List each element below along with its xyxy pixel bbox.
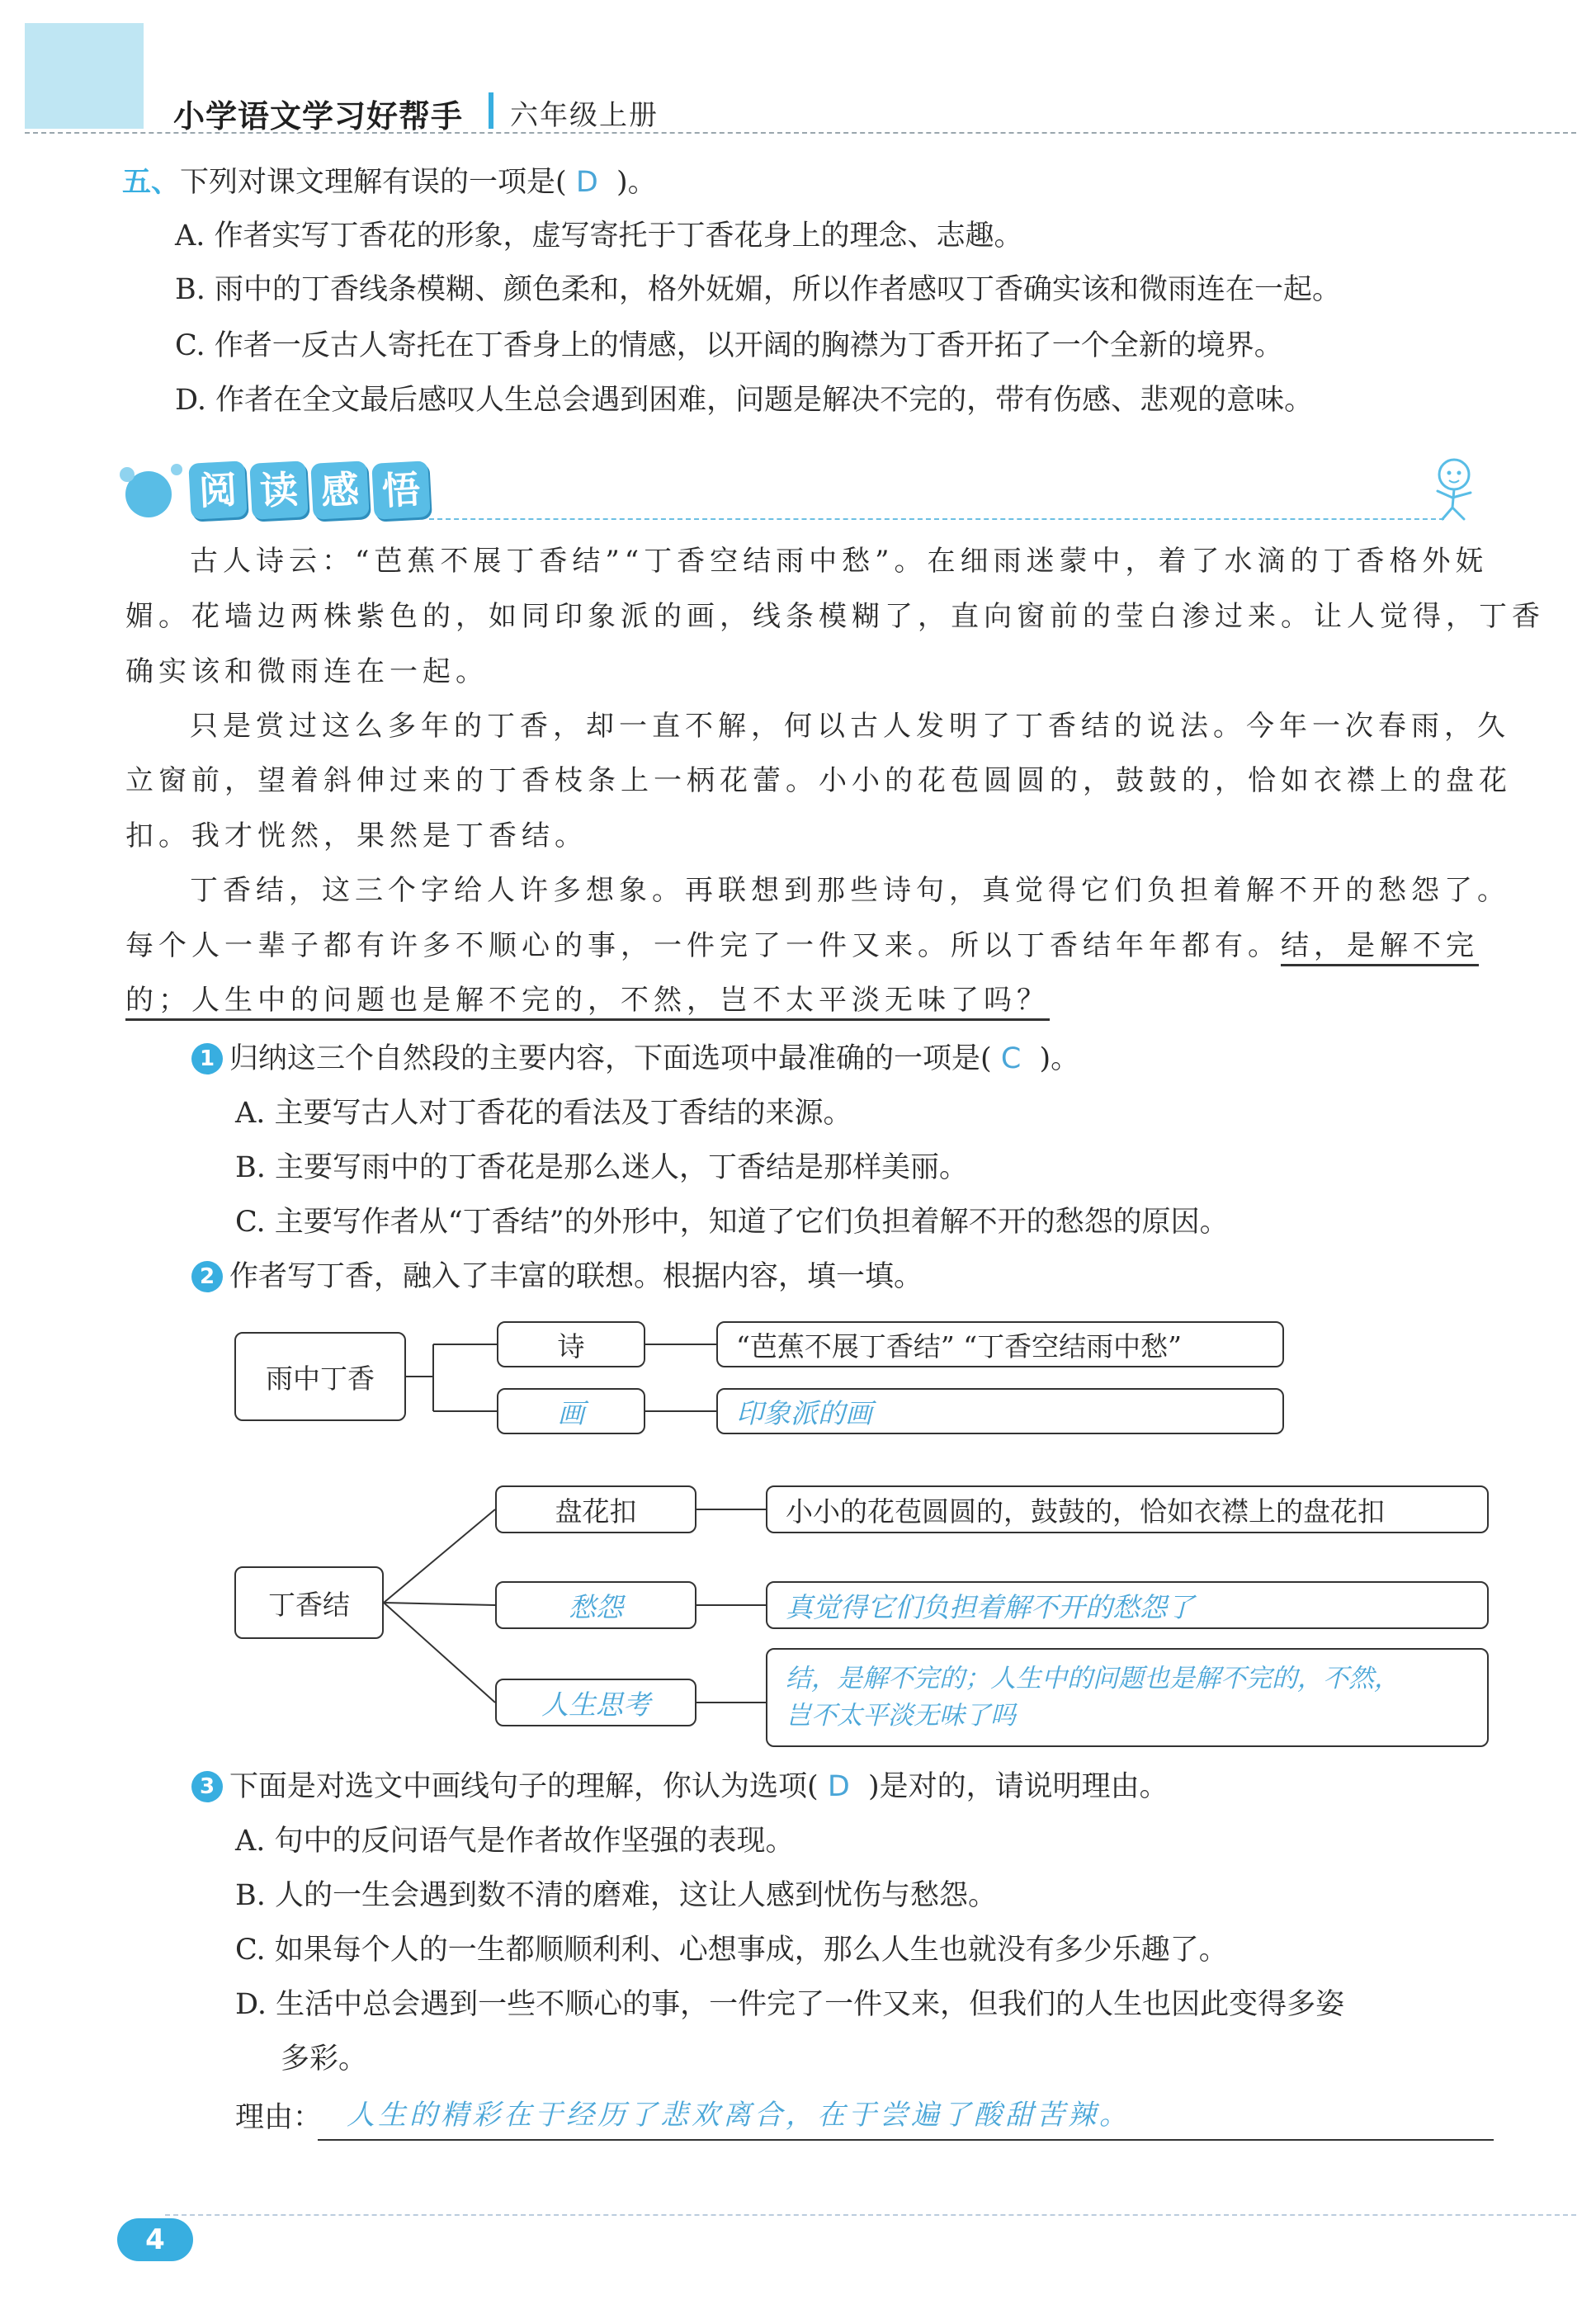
section-title-char: 阅 — [188, 460, 247, 519]
q5-option-c: C. 作者一反古人寄托在丁香身上的情感，以开阔的胸襟为丁香开拓了一个全新的境界。 — [175, 329, 1283, 362]
reason-answer-line — [318, 2139, 1494, 2141]
q3-option-d: D. 生活中总会遇到一些不顺心的事，一件完了一件又来，但我们的人生也因此变得多姿 — [235, 1988, 1345, 2021]
passage-line: 媚。花墙边两株紫色的，如同印象派的画，线条模糊了，直向窗前的莹白渗过来。让人觉得，丁香 — [125, 600, 1545, 633]
q1-option-c: C. 主要写作者从“丁香结”的外形中，知道了它们负担着解不开的愁怨的原因。 — [235, 1206, 1229, 1239]
underlined-sentence: 的；人生中的问题也是解不完的，不然，岂不太平淡无味了吗？ — [125, 984, 1050, 1021]
page-number: 4 — [117, 2218, 193, 2261]
diagram2-leaf-button: 小小的花苞圆圆的，鼓鼓的，恰如衣襟上的盘花扣 — [766, 1485, 1489, 1533]
q5-option-b: B. 雨中的丁香线条模糊、颜色柔和，格外妩媚，所以作者感叹丁香确实该和微雨连在一起。 — [175, 273, 1341, 306]
section-title-char: 感 — [310, 460, 369, 519]
diagram1-leaf-painting: 印象派的画 — [716, 1388, 1284, 1434]
section-title-char: 读 — [249, 460, 308, 519]
q3-number: 3 — [191, 1771, 223, 1802]
book-grade: 六年级上册 — [510, 99, 659, 132]
q3-stem: 3 下面是对选文中画线句子的理解，你认为选项( D )是对的，请说明理由。 — [191, 1769, 1169, 1804]
diagram2-branch-life: 人生思考 — [495, 1679, 696, 1726]
book-title: 小学语文学习好帮手 — [173, 98, 464, 135]
q2-number: 2 — [191, 1261, 223, 1292]
diagram1-branch-painting: 画 — [497, 1388, 645, 1434]
diagram2-branch-button: 盘花扣 — [495, 1485, 696, 1533]
q3-option-b: B. 人的一生会遇到数不清的磨难，这让人感到忧伤与愁怨。 — [235, 1879, 997, 1912]
passage-line: 丁香结，这三个字给人许多想象。再联想到那些诗句，真觉得它们负担着解不开的愁怨了。 — [190, 874, 1510, 907]
footer-dashed-line — [165, 2214, 1576, 2216]
diagram2-root: 丁香结 — [234, 1566, 384, 1639]
diagram1-leaf-poem: “芭蕉不展丁香结” “丁香空结雨中愁” — [716, 1321, 1284, 1367]
diagram2-branch-sorrow: 愁怨 — [495, 1581, 696, 1629]
q5-option-d: D. 作者在全文最后感叹人生总会遇到困难，问题是解决不完的，带有伤感、悲观的意味。 — [175, 384, 1314, 417]
passage-line: 只是赏过这么多年的丁香，却一直不解，何以古人发明了丁香结的说法。今年一次春雨，久 — [190, 710, 1510, 743]
q5-answer: D — [575, 166, 598, 199]
q3-answer: D — [827, 1770, 850, 1803]
section-title-char: 悟 — [371, 460, 430, 519]
underlined-sentence: 结，是解不完 — [1281, 929, 1479, 966]
diagram1-branch-poem: 诗 — [497, 1321, 645, 1367]
diagram2-leaf-sorrow: 真觉得它们负担着解不开的愁怨了 — [766, 1581, 1489, 1629]
diagram1-root: 雨中丁香 — [234, 1332, 406, 1421]
q1-answer: C — [1000, 1042, 1022, 1075]
q1-option-a: A. 主要写古人对丁香花的看法及丁香结的来源。 — [235, 1097, 852, 1130]
q5-label: 五、 — [122, 166, 181, 199]
q3-option-d-continued: 多彩。 — [281, 2043, 368, 2076]
passage-line: 立窗前，望着斜伸过来的丁香枝条上一柄花蕾。小小的花苞圆圆的，鼓鼓的，恰如衣襟上的盘花 — [125, 764, 1512, 797]
q1-number: 1 — [191, 1043, 223, 1074]
passage-line: 每个人一辈子都有许多不顺心的事，一件完了一件又来。所以丁香结年年都有。结，是解不完 — [125, 929, 1479, 963]
q1-option-b: B. 主要写雨中的丁香花是那么迷人，丁香结是那样美丽。 — [235, 1151, 968, 1184]
q1-stem: 1 归纳这三个自然段的主要内容，下面选项中最准确的一项是( C )。 — [191, 1041, 1079, 1076]
q3-reason-answer: 人生的精彩在于经历了悲欢离合，在于尝遍了酸甜苦辣。 — [347, 2099, 1131, 2132]
q2-stem: 2 作者写丁香，融入了丰富的联想。根据内容，填一填。 — [191, 1259, 923, 1294]
q3-option-c: C. 如果每个人的一生都顺顺利利、心想事成，那么人生也就没有多少乐趣了。 — [235, 1934, 1228, 1967]
q3-reason-label: 理由： — [235, 2101, 323, 2134]
q5-option-a: A. 作者实写丁香花的形象，虚写寄托于丁香花身上的理念、志趣。 — [175, 220, 1023, 253]
passage-line: 确实该和微雨连在一起。 — [125, 655, 489, 688]
passage-line: 扣。我才恍然，果然是丁香结。 — [125, 819, 588, 852]
q3-option-a: A. 句中的反问语气是作者故作坚强的表现。 — [235, 1825, 795, 1858]
passage-line: 古人诗云：“芭蕉不展丁香结”“丁香空结雨中愁”。在细雨迷蒙中，着了水滴的丁香格外妩 — [190, 545, 1489, 578]
diagram2-leaf-life: 结，是解不完的；人生中的问题也是解不完的，不然， 岂不太平淡无味了吗 — [766, 1648, 1489, 1747]
q5-stem: 五、下列对课文理解有误的一项是( D )。 — [122, 166, 657, 199]
